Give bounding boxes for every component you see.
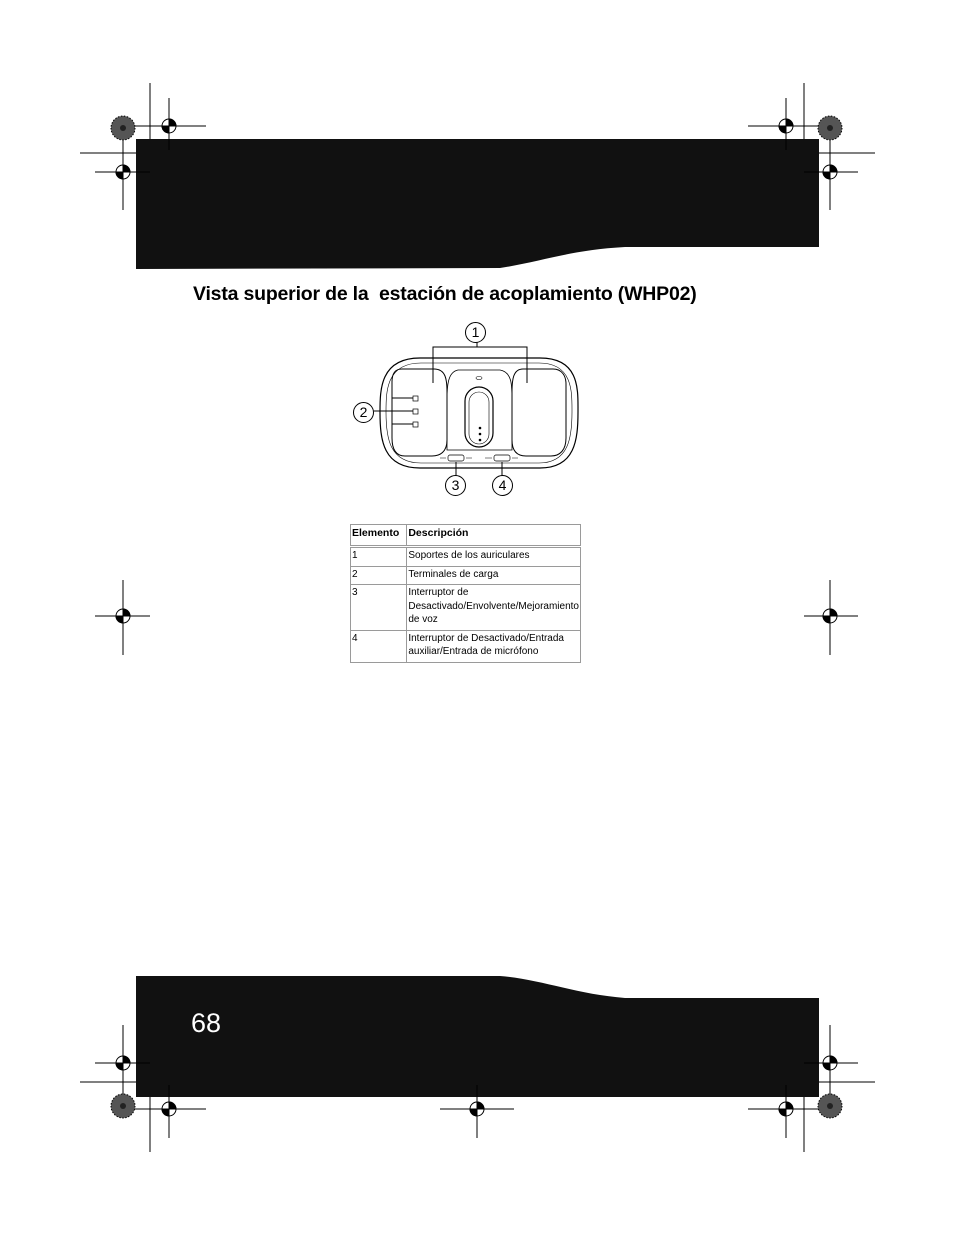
table-cell-item: 1: [351, 547, 407, 567]
registration-target-icon: [804, 580, 858, 655]
table-header-description: Descripción: [407, 525, 581, 547]
starburst-icon: [111, 1094, 135, 1118]
remote-slot-inner: [469, 392, 489, 444]
page-number: 68: [191, 1008, 222, 1038]
right-headphone-cradle: [512, 369, 566, 456]
callout-4: 4: [492, 475, 513, 496]
table-header-row: [351, 525, 581, 547]
table-row: [351, 566, 581, 585]
table-cell-item: 4: [351, 630, 407, 662]
table-cell-description: Interruptor de Desactivado/Entrada auxiliar/Entrada de micrófono: [407, 630, 581, 662]
callout-2: 2: [353, 402, 374, 423]
charging-terminal: [413, 422, 418, 427]
items-table: [350, 524, 581, 663]
charging-terminal: [413, 396, 418, 401]
callout-3: 3: [445, 475, 466, 496]
docking-station-illustration: [374, 342, 578, 476]
table-header-element: Elemento: [351, 525, 407, 547]
left-headphone-cradle: [392, 369, 447, 456]
footer-band: [136, 976, 819, 1097]
station-outline: [380, 358, 578, 468]
table-cell-item: 2: [351, 566, 407, 585]
callout-1: 1: [465, 322, 486, 343]
starburst-icon: [818, 116, 842, 140]
section-heading: Vista superior de la estación de acoplamiento (WHP02): [193, 283, 697, 305]
center-recess: [447, 370, 512, 450]
center-led: [476, 377, 482, 380]
table-cell-description: Soportes de los auriculares: [407, 547, 581, 567]
registration-target-icon: [95, 580, 150, 655]
header-band: [136, 139, 819, 269]
table-cell-item: 3: [351, 585, 407, 631]
table-cell-description: Interruptor de Desactivado/Envolvente/Mejoramiento de voz: [407, 585, 581, 631]
switch-4: [494, 455, 510, 461]
starburst-icon: [111, 116, 135, 140]
charging-terminal: [413, 409, 418, 414]
table-cell-description: Terminales de carga: [407, 566, 581, 585]
switch-3: [448, 455, 464, 461]
station-inner-outline: [386, 363, 572, 463]
starburst-icon: [818, 1094, 842, 1118]
table-row: [351, 585, 581, 631]
table-row: [351, 630, 581, 662]
table-row: [351, 547, 581, 567]
